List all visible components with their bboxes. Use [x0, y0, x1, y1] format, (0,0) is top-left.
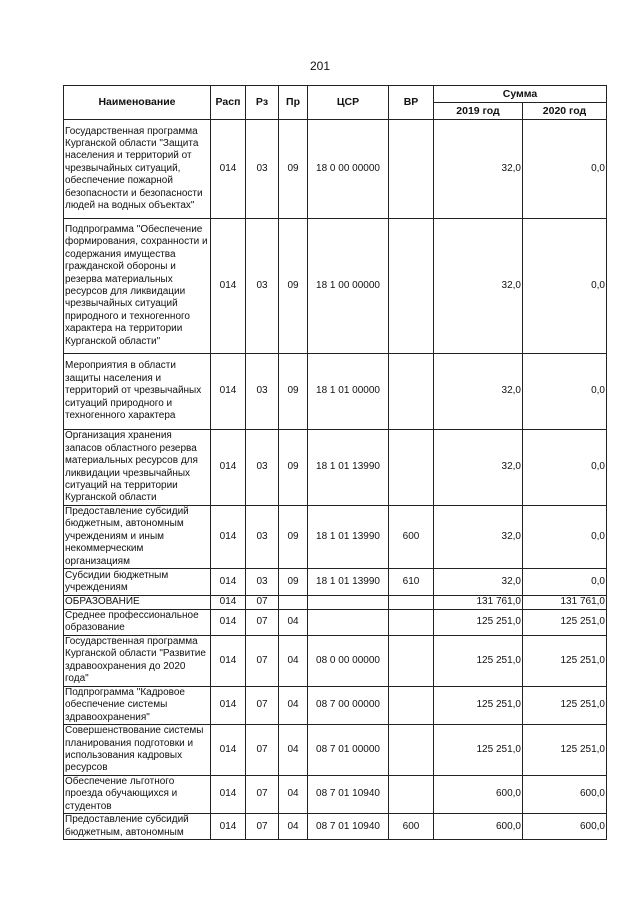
row-pr-cell: [279, 596, 308, 610]
row-rz-cell: 07: [246, 776, 279, 814]
row-vr-cell: [389, 686, 434, 724]
row-name-cell: Организация хранения запасов областного резерва материальных ресурсов для ликвидации чрезвычайных ситуаций на территории Курганской области: [64, 430, 211, 506]
row-rasp-cell: 014: [211, 354, 246, 430]
row-sum-2020-cell: 600,0: [523, 776, 607, 814]
row-vr-cell: 610: [389, 569, 434, 596]
row-name-cell: Субсидии бюджетным учреждениям: [64, 569, 211, 596]
row-vr-cell: [389, 354, 434, 430]
row-name-cell: Подпрограмма "Обеспечение формирования, сохранности и содержания имущества гражданской обороны и резерва материальных ресурсов для ликвидации чрезвычайных ситуаций природного и техногенного характера на территории Курганской области": [64, 219, 211, 354]
row-rz-cell: 03: [246, 569, 279, 596]
row-csr-cell: 08 7 00 00000: [308, 686, 389, 724]
table-row: [64, 635, 607, 686]
row-sum-2020-cell: 125 251,0: [523, 686, 607, 724]
row-sum-2020-cell: 0,0: [523, 120, 607, 219]
row-sum-2020-cell: 600,0: [523, 814, 607, 840]
row-vr-cell: [389, 610, 434, 636]
row-vr-cell: [389, 219, 434, 354]
row-rz-cell: 03: [246, 506, 279, 569]
row-pr-cell: 09: [279, 506, 308, 569]
row-sum-2019-cell: 32,0: [434, 569, 523, 596]
row-rasp-cell: 014: [211, 686, 246, 724]
row-rz-cell: 07: [246, 814, 279, 840]
row-sum-2019-cell: 32,0: [434, 120, 523, 219]
row-pr-cell: 09: [279, 569, 308, 596]
row-rz-cell: 07: [246, 725, 279, 776]
row-pr-cell: 04: [279, 610, 308, 636]
row-pr-cell: 04: [279, 686, 308, 724]
header-rasp: Расп: [211, 86, 246, 120]
row-name-cell: Государственная программа Курганской области "Развитие здравоохранения до 2020 года": [64, 635, 211, 686]
row-csr-cell: 08 7 01 10940: [308, 814, 389, 840]
row-rz-cell: 03: [246, 354, 279, 430]
table-row: [64, 569, 607, 596]
table-row: [64, 596, 607, 610]
row-rasp-cell: 014: [211, 219, 246, 354]
row-sum-2019-cell: 125 251,0: [434, 635, 523, 686]
header-pr: Пр: [279, 86, 308, 120]
table-row: [64, 814, 607, 840]
header-csr: ЦСР: [308, 86, 389, 120]
budget-table: [63, 85, 607, 840]
row-pr-cell: 04: [279, 814, 308, 840]
row-sum-2019-cell: 125 251,0: [434, 610, 523, 636]
row-name-cell: Государственная программа Курганской области "Защита населения и территорий от чрезвычайных ситуаций, обеспечение пожарной безопасности и безопасности людей на водных объектах": [64, 120, 211, 219]
row-sum-2020-cell: 131 761,0: [523, 596, 607, 610]
row-rasp-cell: 014: [211, 725, 246, 776]
table-row: [64, 776, 607, 814]
row-rasp-cell: 014: [211, 610, 246, 636]
row-sum-2020-cell: 0,0: [523, 354, 607, 430]
table-body: [64, 120, 607, 840]
table-row: [64, 120, 607, 219]
row-pr-cell: 04: [279, 776, 308, 814]
row-name-cell: Совершенствование системы планирования подготовки и использования кадровых ресурсов: [64, 725, 211, 776]
table-row: [64, 219, 607, 354]
row-csr-cell: 18 0 00 00000: [308, 120, 389, 219]
row-vr-cell: 600: [389, 814, 434, 840]
row-csr-cell: 18 1 01 13990: [308, 430, 389, 506]
row-sum-2020-cell: 0,0: [523, 430, 607, 506]
row-rasp-cell: 014: [211, 569, 246, 596]
row-pr-cell: 09: [279, 430, 308, 506]
row-csr-cell: 08 0 00 00000: [308, 635, 389, 686]
row-sum-2019-cell: 32,0: [434, 219, 523, 354]
row-pr-cell: 09: [279, 219, 308, 354]
row-vr-cell: [389, 776, 434, 814]
row-sum-2019-cell: 125 251,0: [434, 686, 523, 724]
row-name-cell: Обеспечение льготного проезда обучающихся и студентов: [64, 776, 211, 814]
row-name-cell: Предоставление субсидий бюджетным, автономным учреждениям и иным некоммерческим организациям: [64, 506, 211, 569]
row-rasp-cell: 014: [211, 506, 246, 569]
row-rz-cell: 07: [246, 635, 279, 686]
header-year-2020: 2020 год: [523, 103, 607, 120]
header-vr: ВР: [389, 86, 434, 120]
header-rz: Рз: [246, 86, 279, 120]
row-csr-cell: 18 1 01 13990: [308, 569, 389, 596]
row-pr-cell: 09: [279, 120, 308, 219]
table-row: [64, 506, 607, 569]
row-csr-cell: 08 7 01 10940: [308, 776, 389, 814]
row-vr-cell: [389, 596, 434, 610]
row-sum-2020-cell: 0,0: [523, 506, 607, 569]
row-vr-cell: 600: [389, 506, 434, 569]
row-sum-2019-cell: 32,0: [434, 506, 523, 569]
row-sum-2020-cell: 0,0: [523, 569, 607, 596]
row-sum-2019-cell: 600,0: [434, 776, 523, 814]
row-csr-cell: [308, 610, 389, 636]
row-vr-cell: [389, 725, 434, 776]
row-name-cell: Среднее профессиональное образование: [64, 610, 211, 636]
row-pr-cell: 04: [279, 635, 308, 686]
row-rz-cell: 07: [246, 686, 279, 724]
row-sum-2020-cell: 125 251,0: [523, 610, 607, 636]
row-sum-2019-cell: 32,0: [434, 354, 523, 430]
row-vr-cell: [389, 120, 434, 219]
row-sum-2019-cell: 600,0: [434, 814, 523, 840]
row-rz-cell: 03: [246, 120, 279, 219]
row-csr-cell: 08 7 01 00000: [308, 725, 389, 776]
row-vr-cell: [389, 635, 434, 686]
row-sum-2020-cell: 125 251,0: [523, 725, 607, 776]
row-rasp-cell: 014: [211, 596, 246, 610]
page-number: 201: [309, 59, 331, 73]
table-row: [64, 725, 607, 776]
table-row: [64, 686, 607, 724]
row-csr-cell: 18 1 00 00000: [308, 219, 389, 354]
table-row: [64, 354, 607, 430]
row-vr-cell: [389, 430, 434, 506]
row-rz-cell: 07: [246, 596, 279, 610]
row-name-cell: ОБРАЗОВАНИЕ: [64, 596, 211, 610]
row-rasp-cell: 014: [211, 635, 246, 686]
row-rasp-cell: 014: [211, 430, 246, 506]
row-csr-cell: [308, 596, 389, 610]
row-rz-cell: 03: [246, 219, 279, 354]
row-name-cell: Подпрограмма "Кадровое обеспечение системы здравоохранения": [64, 686, 211, 724]
header-sum: Сумма: [434, 86, 607, 103]
row-sum-2020-cell: 0,0: [523, 219, 607, 354]
row-rasp-cell: 014: [211, 814, 246, 840]
row-rz-cell: 03: [246, 430, 279, 506]
header-year-2019: 2019 год: [434, 103, 523, 120]
row-pr-cell: 04: [279, 725, 308, 776]
row-name-cell: Мероприятия в области защиты населения и территорий от чрезвычайных ситуаций природного и техногенного характера: [64, 354, 211, 430]
row-rz-cell: 07: [246, 610, 279, 636]
header-name: Наименование: [64, 86, 211, 120]
row-sum-2019-cell: 32,0: [434, 430, 523, 506]
row-rasp-cell: 014: [211, 120, 246, 219]
row-sum-2019-cell: 125 251,0: [434, 725, 523, 776]
row-sum-2020-cell: 125 251,0: [523, 635, 607, 686]
table-row: [64, 610, 607, 636]
row-rasp-cell: 014: [211, 776, 246, 814]
row-csr-cell: 18 1 01 00000: [308, 354, 389, 430]
row-csr-cell: 18 1 01 13990: [308, 506, 389, 569]
table-row: [64, 430, 607, 506]
row-sum-2019-cell: 131 761,0: [434, 596, 523, 610]
row-pr-cell: 09: [279, 354, 308, 430]
row-name-cell: Предоставление субсидий бюджетным, автономным: [64, 814, 211, 840]
